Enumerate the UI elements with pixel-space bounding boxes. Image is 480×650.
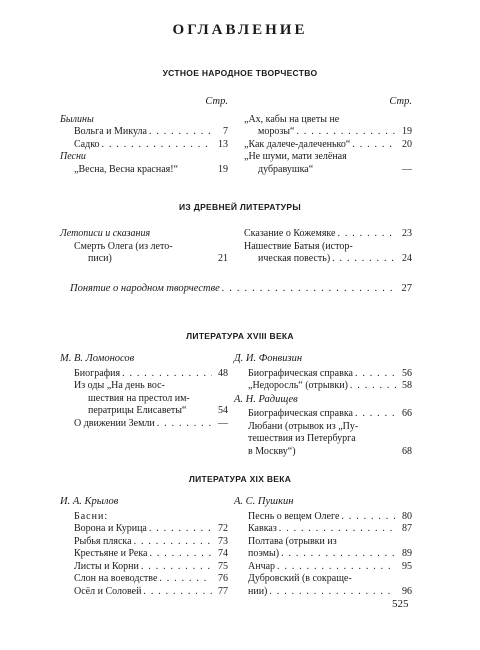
page-title: ОГЛАВЛЕНИЕ [172, 22, 308, 38]
page-header-label: Стр. [389, 96, 412, 107]
toc-column-ancient-right [244, 228, 412, 266]
toc-column-oral-right [244, 96, 412, 176]
group-label: Былины [60, 113, 94, 125]
toc-entry-line[interactable]: в Москву“) 68 [248, 445, 412, 457]
toc-entry-line[interactable]: Смерть Олега (из лето- [74, 240, 173, 252]
group-label: Летописи и сказания [60, 228, 151, 239]
toc-entry[interactable]: Слон на воеводстве . . . 76 [60, 573, 228, 586]
toc-entry[interactable]: Кавказ . . . 87 [234, 523, 412, 536]
author-name: И. А. Крылов [60, 496, 119, 507]
toc-entry[interactable]: „Недоросль“ (отрывки) . . . 58 [234, 380, 412, 393]
toc-entry[interactable]: „Весна, Весна красная!“ 19 [74, 163, 228, 175]
toc-entry[interactable]: „Как далече-далеченько“ . . . 20 [244, 139, 412, 152]
toc-entry-line[interactable]: Дубровский (в сокраще- [248, 573, 352, 584]
fables-label: Басни: [74, 510, 109, 522]
toc-entry[interactable]: Рыбья пляска . . . 73 [60, 536, 228, 549]
toc-entry-line[interactable]: нии) . . . 96 [234, 586, 412, 599]
toc-entry-line[interactable]: шествия на престол им- [88, 392, 190, 404]
toc-entry-line[interactable]: ическая повесть) . . . 24 [244, 253, 412, 266]
toc-entry-line[interactable]: Любани (отрывок из „Пу- [248, 420, 359, 432]
toc-entry-line[interactable]: тешествия из Петербурга [248, 433, 356, 444]
section-title-oral: УСТНОЕ НАРОДНОЕ ТВОРЧЕСТВО [162, 68, 318, 78]
toc-entry[interactable]: О движении Земли . . . — [60, 418, 228, 431]
author-name: Д. И. Фонвизин [234, 353, 303, 364]
toc-entry-line[interactable]: ператрицы Елисаветы“ 54 [88, 405, 228, 416]
toc-entry[interactable]: Сказание о Кожемяке . . . 23 [244, 228, 412, 241]
section-title-19th-century: ЛИТЕРАТУРА XIX ВЕКА [188, 474, 292, 484]
toc-entry-line[interactable]: Из оды „На день вос- [74, 380, 165, 391]
toc-entry-line[interactable]: морозы“ . . . 19 [244, 126, 412, 139]
author-name: М. В. Ломоносов [60, 353, 135, 364]
toc-entry-line[interactable]: Нашествие Батыя (истор- [244, 240, 353, 252]
toc-column-19th-left [60, 496, 228, 598]
toc-entry[interactable]: Крестьяне и Река . . . 74 [60, 548, 228, 561]
toc-entry-line[interactable]: писи) 21 [88, 253, 228, 264]
toc-column-19th-right [234, 496, 412, 598]
toc-entry[interactable]: Биографическая справка . . . 66 [234, 408, 412, 421]
toc-entry-line[interactable]: Полтава (отрывки из [248, 535, 337, 547]
toc-column-18th-left [60, 353, 228, 430]
toc-entry[interactable]: Биография . . . 48 [60, 368, 228, 381]
toc-entry[interactable]: Анчар . . . 95 [234, 561, 412, 574]
group-label: Песни [60, 151, 86, 162]
toc-entry-line[interactable]: дубравушка“ — [258, 163, 412, 175]
page-number: 525 [392, 598, 409, 610]
toc-entry[interactable]: Осёл и Соловей . . . 77 [60, 586, 228, 599]
author-name: А. Н. Радищев [234, 393, 298, 405]
toc-entry[interactable]: Вольга и Микула . . . 7 [60, 126, 228, 139]
toc-entry-line[interactable]: „Не шуми, мати зелёная [244, 151, 347, 162]
toc-entry[interactable]: Песнь о вещем Олеге . . . 80 [234, 511, 412, 524]
author-name: А. С. Пушкин [234, 496, 294, 507]
toc-entry-concept[interactable]: Понятие о народном творчестве . . . 27 [70, 283, 412, 294]
toc-entry[interactable]: Ворона и Курица . . . 72 [60, 523, 228, 536]
toc-entry-line[interactable]: „Ах, кабы на цветы не [244, 113, 340, 125]
toc-column-ancient-left [60, 228, 228, 266]
section-title-ancient: ИЗ ДРЕВНЕЙ ЛИТЕРАТУРЫ [179, 202, 301, 212]
toc-entry[interactable]: Листы и Корни . . . 75 [60, 561, 228, 574]
toc-entry-line[interactable]: поэмы) . . . 89 [234, 548, 412, 561]
page-header-label: Стр. [205, 96, 228, 107]
toc-entry[interactable]: Садко . . . 13 [60, 139, 228, 152]
section-title-18th-century: ЛИТЕРАТУРА XVIII ВЕКА [186, 331, 294, 341]
toc-entry[interactable]: Биографическая справка . . . 56 [234, 368, 412, 381]
toc-column-18th-right [234, 353, 412, 458]
toc-column-oral-left [60, 96, 228, 176]
